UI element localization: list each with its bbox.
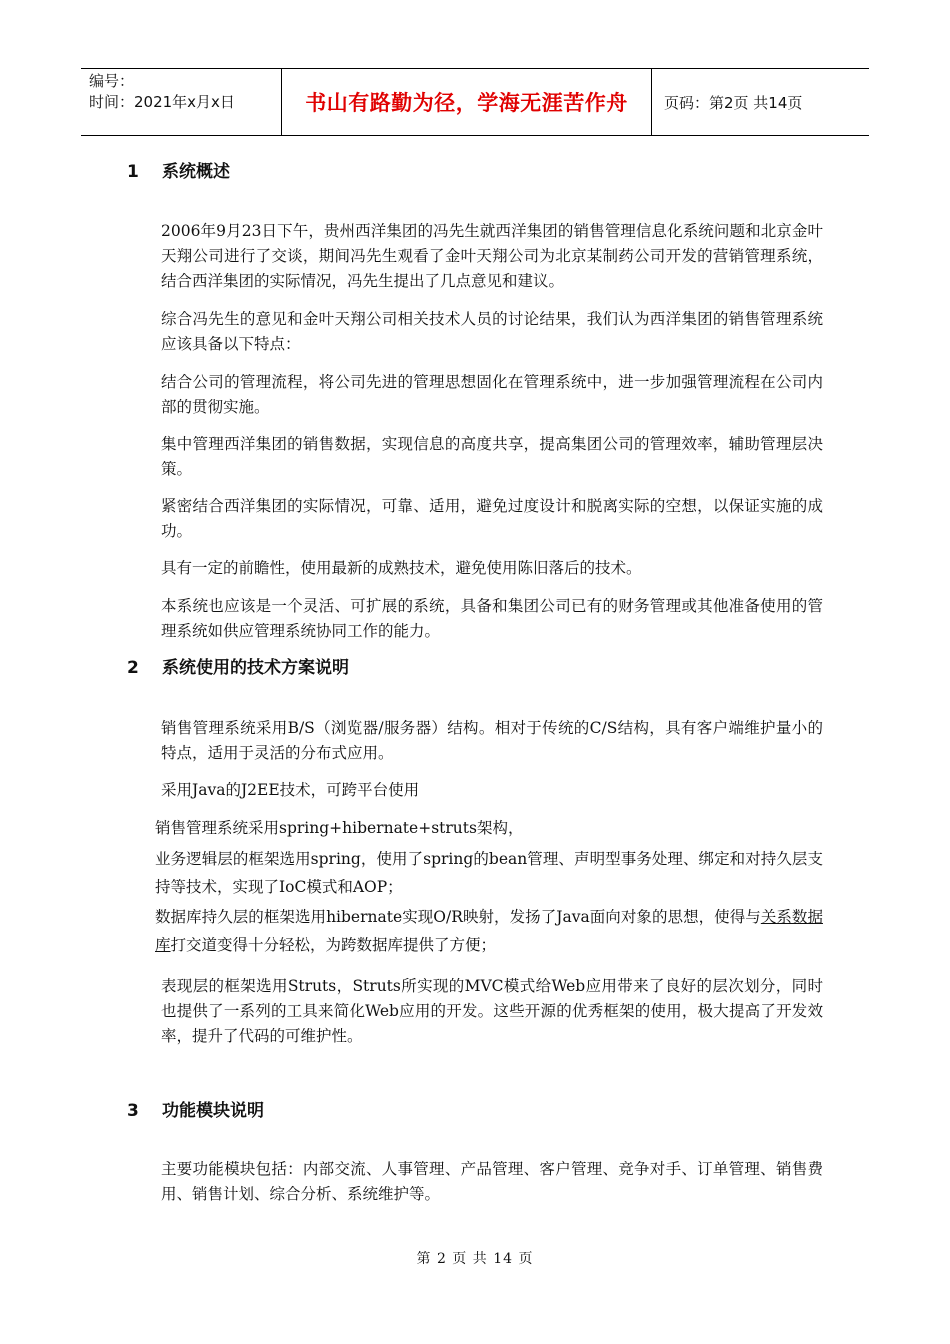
paragraph bbox=[155, 903, 823, 959]
section-number: 2 bbox=[127, 658, 139, 678]
paragraph: 本系统也应该是一个灵活、可扩展的系统，具备和集团公司已有的财务管理或其他准备使用的管理系统如供应管理系统协同工作的能力。 bbox=[161, 597, 823, 640]
section-number: 3 bbox=[127, 1101, 139, 1121]
paragraph-text: 数据库持久层的框架选用hibernate实现O/R映射，发扬了Java面向对象的思想，使得与 bbox=[155, 908, 761, 926]
motto: 书山有路勤为径，学海无涯苦作舟 bbox=[282, 69, 652, 135]
header-meta-cell bbox=[81, 69, 282, 135]
paragraph: 销售管理系统采用B/S（浏览器/服务器）结构。相对于传统的C/S结构，具有客户端维护量小的特点，适用于灵活的分布式应用。 bbox=[161, 719, 823, 762]
section-number: 1 bbox=[127, 162, 139, 182]
paragraph: 表现层的框架选用Struts，Struts所实现的MVC模式给Web应用带来了良好的层次划分，同时也提供了一系列的工具来简化Web应用的开发。这些开源的优秀框架的使用，极大提高了开发效率，提升了代码的可维护性。 bbox=[161, 977, 823, 1045]
date-label: 时间：2021年x月x日 bbox=[89, 93, 235, 111]
section-heading-1 bbox=[127, 160, 230, 184]
paragraph: 销售管理系统采用spring+hibernate+struts架构， bbox=[155, 819, 524, 837]
paragraph: 结合公司的管理流程，将公司先进的管理思想固化在管理系统中，进一步加强管理流程在公司内部的贯彻实施。 bbox=[161, 373, 823, 416]
section-title: 系统概述 bbox=[162, 162, 230, 182]
paragraph: 主要功能模块包括：内部交流、人事管理、产品管理、客户管理、竞争对手、订单管理、销售费用、销售计划、综合分析、系统维护等。 bbox=[161, 1160, 823, 1203]
page-info: 页码：第2页 共14页 bbox=[664, 93, 803, 112]
section-heading-2 bbox=[127, 656, 349, 680]
paragraph: 集中管理西洋集团的销售数据，实现信息的高度共享，提高集团公司的管理效率，辅助管理层决策。 bbox=[161, 435, 823, 478]
number-label: 编号： bbox=[89, 72, 135, 90]
paragraph: 业务逻辑层的框架选用spring，使用了spring的bean管理、声明型事务处理、绑定和对持久层支持等技术，实现了IoC模式和AOP； bbox=[155, 850, 823, 896]
paragraph: 具有一定的前瞻性，使用最新的成熟技术，避免使用陈旧落后的技术。 bbox=[161, 559, 642, 577]
section-title: 功能模块说明 bbox=[162, 1101, 264, 1121]
section-title: 系统使用的技术方案说明 bbox=[162, 658, 349, 678]
paragraph-text: 打交道变得十分轻松，为跨数据库提供了方便； bbox=[170, 936, 497, 954]
relational-database-link[interactable]: 关系数据库 bbox=[155, 908, 823, 954]
paragraph: 采用Java的J2EE技术，可跨平台使用 bbox=[161, 781, 420, 799]
section-heading-3 bbox=[127, 1099, 264, 1123]
paragraph: 综合冯先生的意见和金叶天翔公司相关技术人员的讨论结果，我们认为西洋集团的销售管理系统应该具备以下特点： bbox=[161, 310, 823, 353]
paragraph: 2006年9月23日下午，贵州西洋集团的冯先生就西洋集团的销售管理信息化系统问题和北京金叶天翔公司进行了交谈，期间冯先生观看了金叶天翔公司为北京某制药公司开发的营销管理系统，结合西洋集团的实际情况，冯先生提出了几点意见和建议。 bbox=[161, 222, 823, 290]
page-footer: 第 2 页 共 14 页 bbox=[416, 1251, 534, 1267]
paragraph: 紧密结合西洋集团的实际情况，可靠、适用，避免过度设计和脱离实际的空想，以保证实施的成功。 bbox=[161, 497, 823, 540]
document-header bbox=[81, 68, 869, 136]
